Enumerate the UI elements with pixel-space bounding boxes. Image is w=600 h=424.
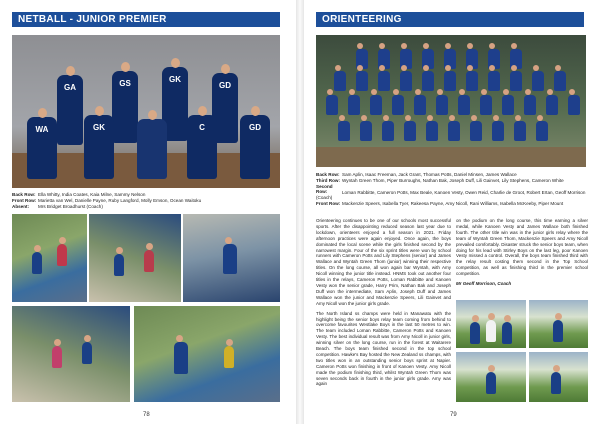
netball-action-photo-1 [12, 214, 87, 302]
team-member [510, 71, 522, 91]
runner-photo-2 [529, 352, 588, 402]
awards-photo-1 [456, 300, 526, 348]
article-column-2: on the podium on the long course, this time earning a silver medal, while Kanoen Vesty and James Wallace both finished fourth. The other title win was in the junior girls relay where the team of Wyntah Green Thom, Mackenzie Speers and Amy Nicoll prevailed comfortably. Disaster struck the senior boys team, when doing for his lead with Stirley Boys on the last leg, poor Kanoen Vesty missed a control. Overall, the boys team finished third with the relay result costing them second in the Top School competition, as well as finishing third in the premier school competition. Mr Geoff Morrison, Coach [456, 218, 588, 287]
page-number-left: 78 [143, 412, 150, 418]
orienteering-caption: Back Row: Sam Aplin, Isaac Freeman, Jack Grant, Thomas Potts, Daniel Minsen, James Wallace Third Row: Wyntah Green Thom, Piper Burroughs, Nathan Bak, Joseph Duff, Lili Gainvet, Lily Stephens, Cameron White Second Row: Loman Rabbitte, Cameron Potts, Max Beale, Kanoen Vesty, Owen Reid, Charlie de Groot, Robert Ertan, Geoff Morrison (Coach) Front Row: Mackenzie Speers, Isabella Tyer, Rakeesa Payne, Amy Nicoll, Rani Williams, Isabella McKeeby, Piper Mount [316, 172, 586, 206]
spine [296, 0, 304, 424]
team-member [338, 121, 350, 141]
team-member [448, 121, 460, 141]
player-gs: GS [112, 71, 138, 143]
team-member [404, 121, 416, 141]
team-member [426, 121, 438, 141]
team-member [348, 95, 360, 115]
team-member [414, 95, 426, 115]
team-member [480, 95, 492, 115]
team-member [532, 71, 544, 91]
netball-action-photo-5 [134, 306, 280, 402]
team-member [370, 95, 382, 115]
team-member [502, 95, 514, 115]
team-member [488, 71, 500, 91]
team-member [568, 95, 580, 115]
team-member [378, 71, 390, 91]
team-member [326, 95, 338, 115]
player-c: C [187, 115, 217, 179]
team-member [356, 71, 368, 91]
player-gk: GK [162, 67, 188, 141]
netball-action-photo-3 [183, 214, 280, 302]
team-member [492, 121, 504, 141]
netball-action-photo-4 [12, 306, 130, 402]
awards-photo-2 [529, 300, 588, 348]
page-number-right: 79 [450, 412, 457, 418]
netball-title: NETBALL - JUNIOR PREMIER [12, 12, 280, 27]
team-member [334, 71, 346, 91]
team-member [466, 71, 478, 91]
netball-caption: Back Row: Ella Whitty, India Coates, Kaia Milne, Sammy Nelson Front Row: Marietta van Wel, Danielle Payne, Ruby Langford, Molly Emson, Ocean Waitoku Absent: Mrs Bridget Broadhurst (Coach) [12, 192, 202, 209]
team-member [360, 121, 372, 141]
orienteering-team-photo [316, 35, 586, 167]
team-member [444, 71, 456, 91]
team-member [392, 95, 404, 115]
team-member [546, 95, 558, 115]
left-page [0, 0, 296, 424]
player-wa: WA [27, 117, 57, 179]
article-column-1: Orienteering continues to be one of our schools most successful sports. After the disappointing reduced season last year due to lockdown, orienteers enjoyed a full season in 2021. Friday afternoon practices were again enjoyed. Once again, the boys dominated the local scene while the girls finished second by the narrowest margin. Four of the six sprint titles were won by school runners with Cameron Potts and Lily Stephens (senior) and James Wallace and Wyntah Green Thom (junior) winning their respective titles. On the long course, all won again bar Wyntah, with Amy Nicoll winning the junior title instead. HNMS took out another four titles in the relays, Cameron Potts, Loman Rabbitte and Kanoen Vesty won the senior grade, Harry Prim, Nathan Bak and Joseph Duff won the intermediate, Sam Aplin, Joseph Duff and James Wallace won the junior and Mackenzie Speers, Lili Gainvet and Amy Nicoll won the junior girls grade. The North Island ss champs were held in Manawatu with the highlight being the senior boys relay team coming from behind to overcome favourites Westlake Boys in the last 50 metres to win. The team included Loman Rabbitte, Cameron Potts and Kanoen Vesty. The best individual result was from Amy Nicoll in junior girls, winning silver on the long course, run in the forest at Waitarere Beach. The boys team finished second in the top school competition. Hawke's Bay hosted the New Zealand ss champs, with two titles won in an outstanding senior boys sprint at Napier. Cameron Potts won finishing in front of Kanoen Vesty. Amy Nicoll made the podium finishing third, whilst Wyntah Green Thom was seven seconds back in fourth in the junior girls grade. Amy was again [316, 218, 451, 387]
team-member [536, 121, 548, 141]
team-member [436, 95, 448, 115]
team-member [422, 71, 434, 91]
team-member [470, 121, 482, 141]
runner-photo-1 [456, 352, 526, 402]
coach-signature: Mr Geoff Morrison, Coach [456, 281, 512, 287]
team-member [382, 121, 394, 141]
player-ga: GA [57, 75, 83, 145]
team-member [554, 71, 566, 91]
right-page [304, 0, 600, 424]
team-member [514, 121, 526, 141]
team-member [400, 71, 412, 91]
player-gd-front: GD [240, 115, 270, 179]
player-gk-front: GK [84, 115, 114, 179]
orienteering-title: ORIENTEERING [316, 12, 584, 27]
team-member [458, 95, 470, 115]
player-ball-holder [137, 119, 167, 179]
netball-action-photo-2 [89, 214, 181, 302]
team-member [524, 95, 536, 115]
netball-team-photo [12, 35, 280, 188]
player-gd: GD [212, 73, 238, 143]
